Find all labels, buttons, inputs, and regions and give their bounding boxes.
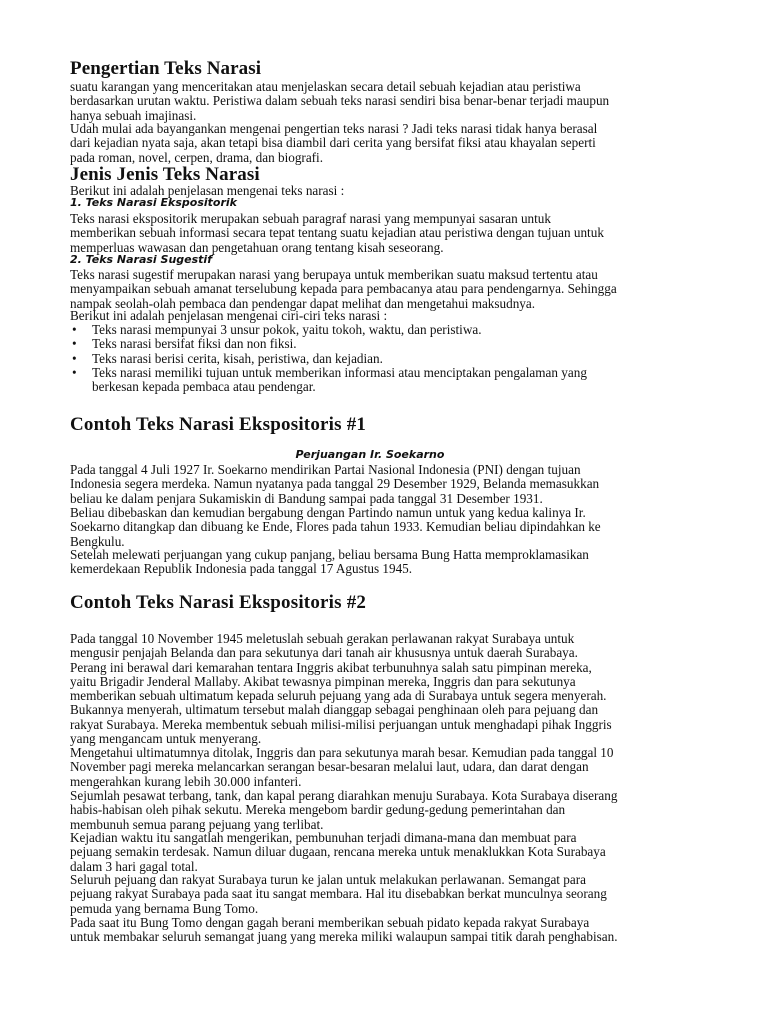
paragraph-ciri-intro: Berikut ini adalah penjelasan mengenai ciri-ciri teks narasi : [70, 308, 388, 323]
list-item: • Teks narasi berisi cerita, kisah, peristiwa, dan kejadian. [70, 352, 710, 366]
paragraph-surabaya-3: Sejumlah pesawat terbang, tank, dan kapal perang diarahkan menuju Surabaya. Kota Surabaya diserang habis-habisan oleh pihak sekutu. Mereka mengebom bardir gedung-gedung pemerintahan dan membunuh semua parang pejuang yang terlibat. [70, 788, 618, 832]
paragraph-sugestif: Teks narasi sugestif merupakan narasi yang berupaya untuk memberikan suatu maksud tertentu atau menyampaikan sebuah amanat terselubung kepada para pembacanya atau para pendengarnya. Sehingga nampak seolah-olah pembaca dan pendengar dapat melihat dan mengetahui maksudnya. [70, 267, 617, 311]
heading-jenis: Jenis Jenis Teks Narasi [70, 164, 260, 185]
paragraph-explanation: Udah mulai ada bayangankan mengenai pengertian teks narasi ? Jadi teks narasi tidak hanya berasal dari kejadian nyata saja, akan tetapi bisa diambil dari cerita yang bersifat fiksi atau khayalan seperti pada roman, novel, cerpen, drama, dan biografi. [70, 121, 598, 165]
paragraph-surabaya-6: Pada saat itu Bung Tomo dengan gagah berani memberikan sebuah pidato kepada rakyat Surabaya untuk membakar seluruh semangat juang yang mereka miliki walaupun sampai titik darah penghabisan. [70, 915, 618, 945]
paragraph-soekarno-3: Setelah melewati perjuangan yang cukup panjang, beliau bersama Bung Hatta memproklamasikan kemerdekaan Republik Indonesia pada tanggal 17 Agustus 1945. [70, 547, 589, 577]
paragraph-definition: suatu karangan yang menceritakan atau menjelaskan secara detail sebuah kejadian atau peristiwa berdasarkan urutan waktu. Peristiwa dalam sebuah teks narasi sendiri bisa benar-benar terjadi maupun hanya sebuah imajinasi. [70, 79, 610, 123]
subheading-sugestif: 2. Teks Narasi Sugestif [70, 253, 212, 266]
heading-pengertian: Pengertian Teks Narasi [70, 58, 262, 79]
heading-contoh-1: Contoh Teks Narasi Ekspositoris #1 [70, 414, 367, 435]
paragraph-surabaya-5: Seluruh pejuang dan rakyat Surabaya turun ke jalan untuk melakukan perlawanan. Semangat para pejuang rakyat Surabaya pada saat itu sangat membara. Hal itu disebabkan berkat munculnya seorang pemuda yang bernama Bung Tomo. [70, 872, 607, 916]
paragraph-surabaya-4: Kejadian waktu itu sangatlah mengerikan, pembunuhan terjadi dimana-mana dan membuat para pejuang semakin terdesak. Namun diluar dugaan, rencana mereka untuk menaklukkan Kota Surabaya dalam 3 hari gagal total. [70, 830, 606, 874]
list-item: • Teks narasi memiliki tujuan untuk memberikan informasi atau menciptakan pengalaman yang berkesan kepada pembaca atau pendengar. [70, 366, 710, 395]
paragraph-soekarno-2: Beliau dibebaskan dan kemudian bergabung dengan Partindo namun untuk yang kedua kalinya Ir. Soekarno ditangkap dan dibuang ke Ende, Flores pada tahun 1933. Kemudian beliau dipindahkan ke Bengkulu. [70, 505, 601, 549]
list-ciri-ciri [70, 323, 710, 394]
heading-contoh-2: Contoh Teks Narasi Ekspositoris #2 [70, 592, 367, 613]
paragraph-surabaya-2: Mengetahui ultimatumnya ditolak, Inggris dan para sekutunya marah besar. Kemudian pada tanggal 10 November pagi mereka melancarkan serangan besar-besaran melalui laut, udara, dan darat dengan mengerahkan kurang lebih 30.000 infanteri. [70, 745, 614, 789]
paragraph-ekspositorik: Teks narasi ekspositorik merupakan sebuah paragraf narasi yang mempunyai sasaran untuk memberikan sebuah informasi secara tepat tentang suatu kejadian atau peristiwa dengan tujuan untuk memperluas wawasan dan pengetahuan orang tentang kisah seseorang. [70, 211, 604, 255]
paragraph-soekarno-1: Pada tanggal 4 Juli 1927 Ir. Soekarno mendirikan Partai Nasional Indonesia (PNI) dengan tujuan Indonesia segera merdeka. Namun nyatanya pada tanggal 29 Desember 1929, Belanda memasukkan beliau ke dalam penjara Sukamiskin di Bandung sampai pada tanggal 31 Desember 1931. [70, 462, 600, 506]
list-item: • Teks narasi mempunyai 3 unsur pokok, yaitu tokoh, waktu, dan peristiwa. [70, 323, 710, 337]
paragraph-jenis-intro: Berikut ini adalah penjelasan mengenai teks narasi : [70, 183, 345, 198]
story-title-soekarno: Perjuangan Ir. Soekarno [295, 448, 445, 461]
list-item: • Teks narasi bersifat fiksi dan non fiksi. [70, 337, 710, 351]
subheading-ekspositorik: 1. Teks Narasi Ekspositorik [70, 196, 237, 209]
paragraph-surabaya-1: Pada tanggal 10 November 1945 meletuslah sebuah gerakan perlawanan rakyat Surabaya untuk mengusir penjajah Belanda dan para sekutunya dari tanah air khususnya untuk daerah Surabaya. Perang ini berawal dari kemarahan tentara Inggris akibat terbunuhnya salah satu pimpinan mereka, yaitu Brigadir Jenderal Mallaby. Akibat tewasnya pimpinan mereka, Inggris dan para sekutunya memberikan sebuah ultimatum kepada seluruh pejuang yang ada di Surabaya untuk segera menyerah. Bukannya menyerah, ultimatum tersebut malah dianggap sebagai penghinaan oleh para pejuang dan rakyat Surabaya. Mereka membentuk sebuah milisi-milisi perjuangan untuk menghadapi pihak Inggris yang mengancam untuk menyerang. [70, 631, 612, 747]
